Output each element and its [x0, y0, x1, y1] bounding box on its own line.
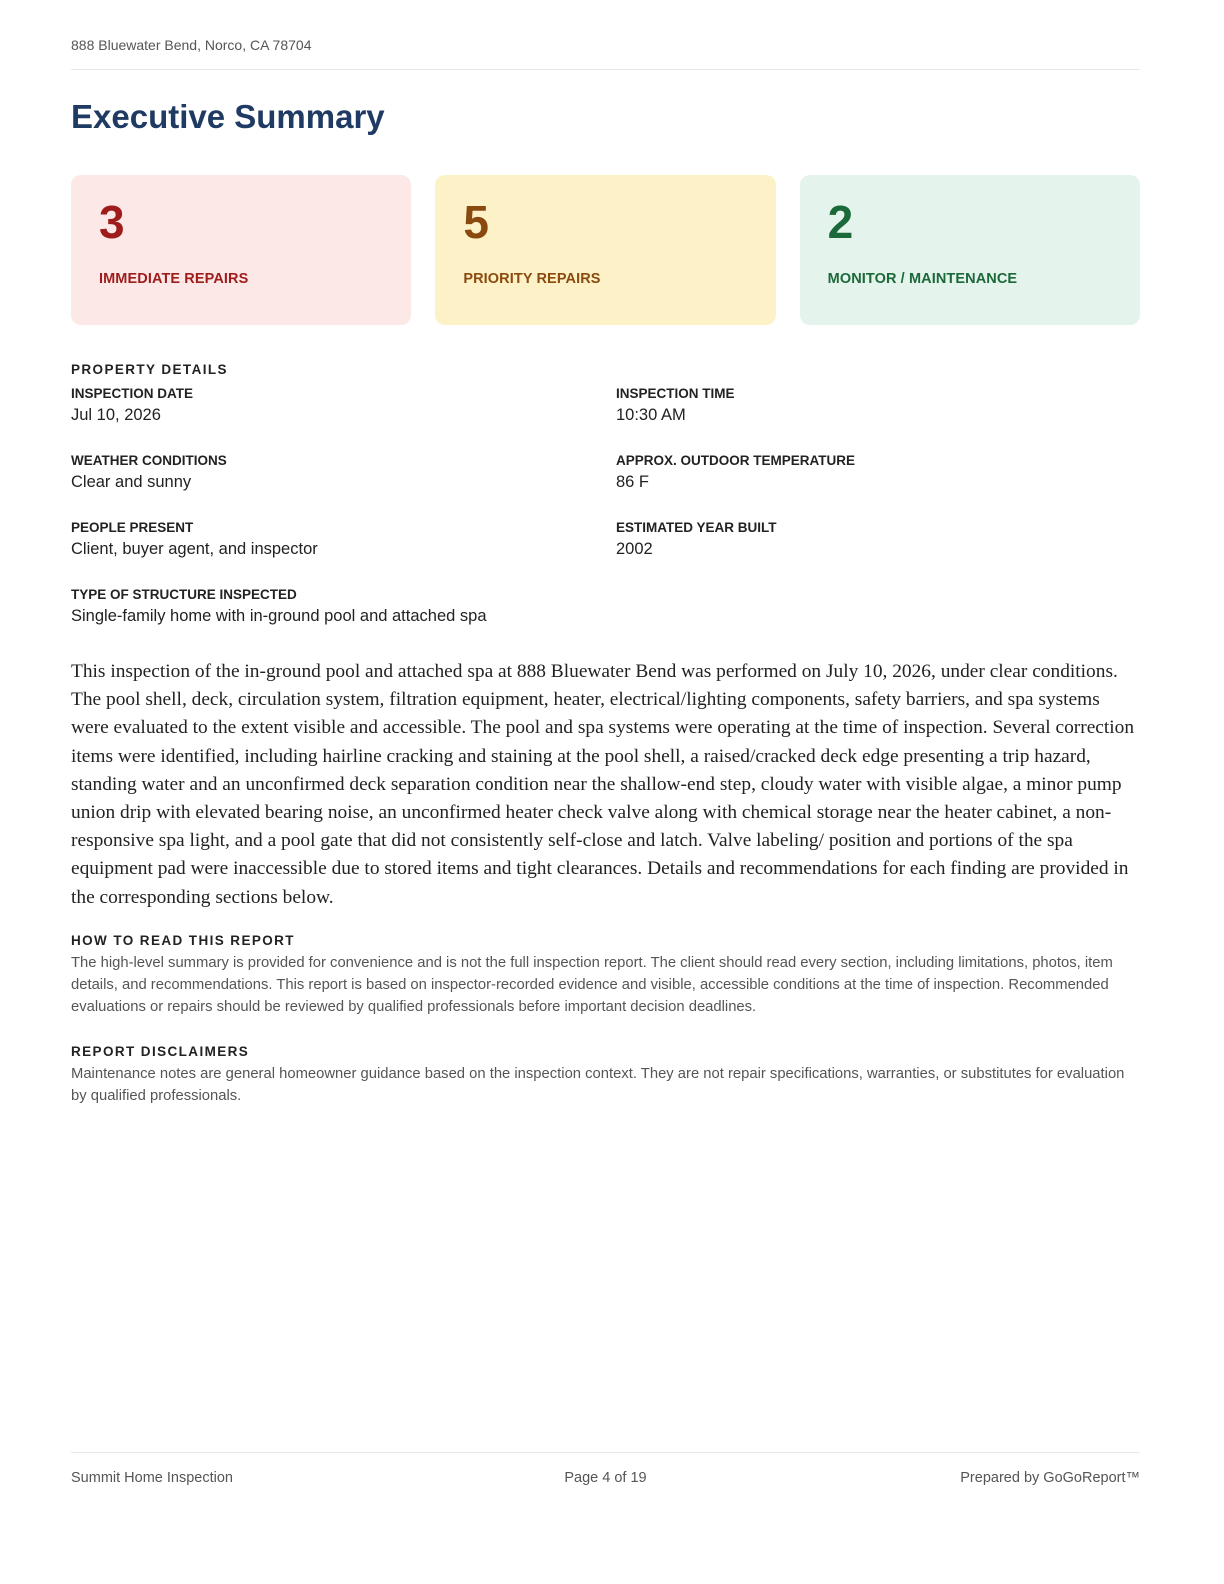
detail-label: WEATHER CONDITIONS	[71, 453, 227, 468]
report-page	[71, 0, 1140, 1584]
priority-repairs-card	[435, 175, 775, 325]
footer-company: Summit Home Inspection	[71, 1470, 233, 1486]
detail-label: INSPECTION TIME	[616, 386, 735, 401]
immediate-repairs-card	[71, 175, 411, 325]
property-address-header: 888 Bluewater Bend, Norco, CA 78704	[71, 37, 312, 53]
property-details-heading: PROPERTY DETAILS	[71, 362, 228, 377]
detail-label: PEOPLE PRESENT	[71, 520, 194, 535]
disclaimers-text: Maintenance notes are general homeowner guidance based on the inspection context. They are not repair specifications, warranties, or substitutes for evaluation by qualified professionals.	[71, 1066, 1125, 1104]
detail-value: Jul 10, 2026	[71, 406, 161, 424]
detail-inspection-date	[71, 386, 193, 425]
detail-label: INSPECTION DATE	[71, 386, 194, 401]
monitor-maintenance-label: MONITOR / MAINTENANCE	[827, 271, 1018, 287]
priority-repairs-count: 5	[463, 196, 489, 248]
detail-value: 10:30 AM	[616, 406, 686, 424]
header-divider	[71, 69, 1140, 70]
detail-value: 86 F	[616, 473, 650, 491]
priority-repairs-label: PRIORITY REPAIRS	[463, 271, 601, 287]
detail-value: Single-family home with in-ground pool and attached spa	[71, 607, 487, 625]
how-to-read-heading: HOW TO READ THIS REPORT	[71, 933, 295, 948]
monitor-maintenance-count: 2	[827, 196, 854, 248]
detail-label: ESTIMATED YEAR BUILT	[616, 520, 777, 535]
monitor-maintenance-card	[800, 175, 1140, 325]
detail-value: Clear and sunny	[71, 473, 192, 491]
detail-label: TYPE OF STRUCTURE INSPECTED	[71, 587, 297, 602]
footer-page-number: Page 4 of 19	[564, 1470, 647, 1486]
disclaimers-heading: REPORT DISCLAIMERS	[71, 1044, 250, 1059]
detail-inspection-time	[616, 386, 735, 425]
how-to-read-text: The high-level summary is provided for convenience and is not the full inspection report. The client should read every section, including limitations, photos, item details, and recommendations. This report is based on inspector-recorded evidence and visible, accessible conditions at the time of inspection. Recommended evaluations or repairs should be reviewed by qualified professionals before important decision deadlines.	[71, 955, 1113, 1015]
immediate-repairs-label: IMMEDIATE REPAIRS	[99, 271, 249, 287]
immediate-repairs-count: 3	[99, 196, 125, 248]
executive-summary-text: This inspection of the in-ground pool and attached spa at 888 Bluewater Bend was performed on July 10, 2026, under clear conditions. The pool shell, deck, circulation system, filtration equipment, heater, electrical/lighting components, safety barriers, and spa systems were evaluated to the extent visible and accessible. The pool and spa systems were operating at the time of inspection. Several correction items were identified, including hairline cracking and staining at the pool shell, a raised/cracked deck edge presenting a trip hazard, standing water and an unconfirmed deck separation condition near the shallow-end step, cloudy water with visible algae, a minor pump union drip with elevated bearing noise, an unconfirmed heater check valve along with chemical storage near the heater cabinet, a non-responsive spa light, and a pool gate that did not consistently self-close and latch. Valve labeling/ position and portions of the spa equipment pad were inaccessible due to stored items and tight clearances. Details and recommendations for each finding are provided in the corresponding sections below.	[71, 661, 1135, 908]
page-title: Executive Summary	[71, 98, 385, 135]
detail-weather-conditions	[71, 453, 227, 492]
detail-label: APPROX. OUTDOOR TEMPERATURE	[616, 453, 856, 468]
detail-structure-type	[71, 587, 487, 626]
detail-people-present	[71, 520, 318, 559]
detail-year-built	[616, 520, 777, 559]
detail-outdoor-temperature	[616, 453, 855, 492]
footer-prepared-by: Prepared by GoGoReport™	[960, 1470, 1140, 1486]
detail-value: 2002	[616, 540, 653, 558]
footer-divider	[71, 1452, 1140, 1453]
detail-value: Client, buyer agent, and inspector	[71, 540, 318, 558]
summary-cards	[71, 175, 1140, 325]
